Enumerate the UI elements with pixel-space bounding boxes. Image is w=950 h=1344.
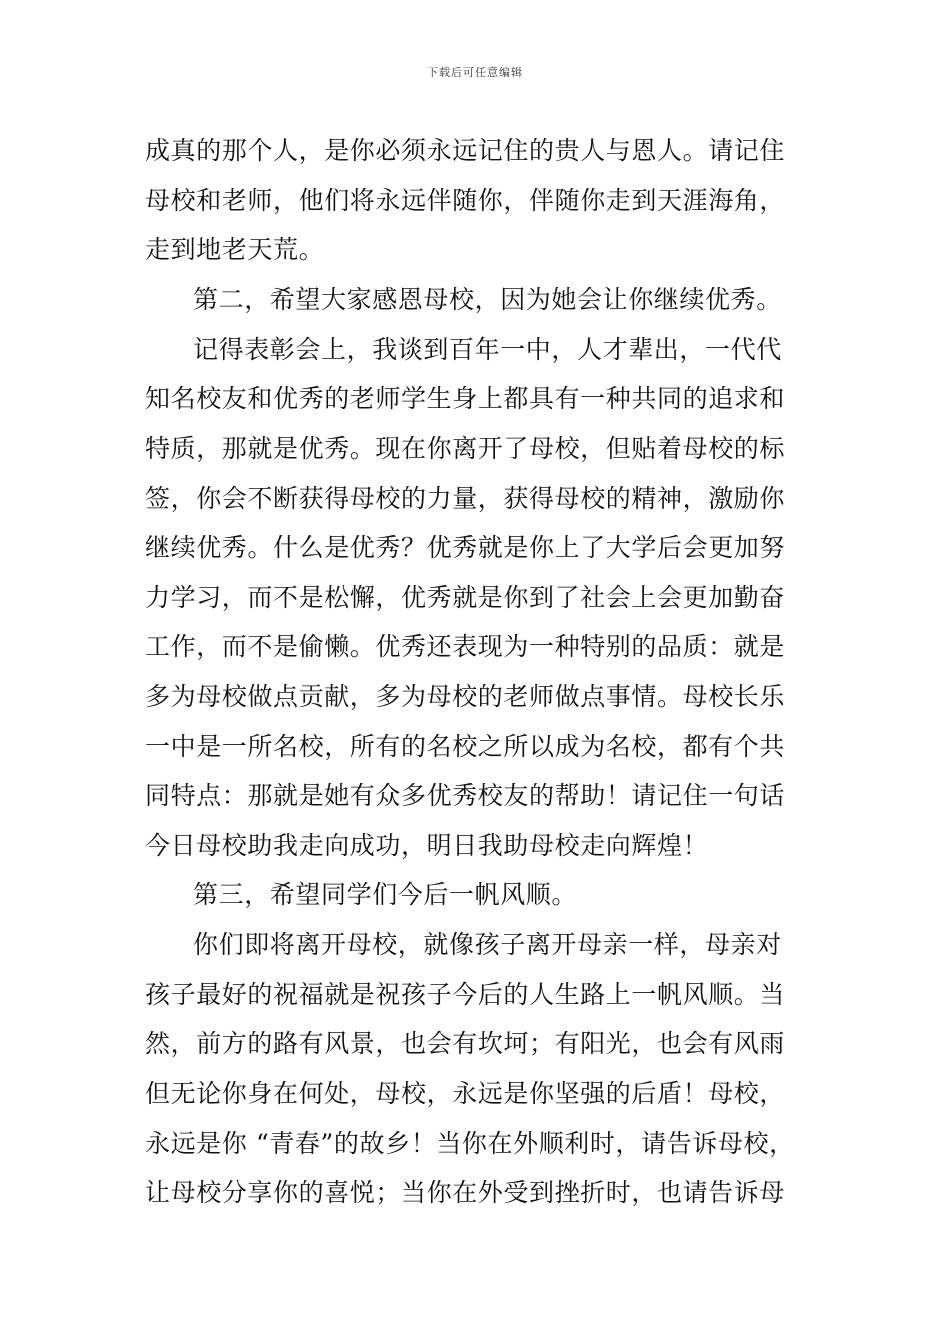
text-line: 孩子最好的祝福就是祝孩子今后的人生路上一帆风顺。当 xyxy=(145,980,786,1009)
text-line: 让母校分享你的喜悦；当你在外受到挫折时，也请告诉母 xyxy=(145,1178,786,1207)
text-line: 然，前方的路有风景，也会有坎坷；有阳光，也会有风雨 xyxy=(145,1029,786,1058)
text-line: 知名校友和优秀的老师学生身上都具有一种共同的追求和 xyxy=(145,384,786,413)
text-line: 走到地老天荒。 xyxy=(145,235,325,264)
text-line: 母校和老师，他们将永远伴随你，伴随你走到天涯海角， xyxy=(145,186,786,215)
text-line: 永远是你 “青春”的故乡！当你在外顺利时，请告诉母校， xyxy=(145,1129,795,1158)
text-line: 但无论你身在何处，母校，永远是你坚强的后盾！母校， xyxy=(145,1079,786,1108)
text-line: 特质，那就是优秀。现在你离开了母校，但贴着母校的标 xyxy=(145,434,786,463)
text-line: 记得表彰会上，我谈到百年一中，人才辈出，一代代 xyxy=(193,335,782,364)
text-line: 一中是一所名校，所有的名校之所以成为名校，都有个共 xyxy=(145,732,786,761)
text-line: 你们即将离开母校，就像孩子离开母亲一样，母亲对 xyxy=(193,930,782,959)
paragraph-heading: 第二，希望大家感恩母校，因为她会让你继续优秀。 xyxy=(193,285,782,314)
text-line: 继续优秀。什么是优秀？优秀就是你上了大学后会更加努 xyxy=(145,533,786,562)
page-header: 下载后可任意编辑 xyxy=(427,66,523,79)
text-line: 签，你会不断获得母校的力量，获得母校的精神，激励你 xyxy=(145,484,786,513)
text-line: 成真的那个人，是你必须永远记住的贵人与恩人。请记住 xyxy=(145,136,786,165)
text-line: 工作，而不是偷懒。优秀还表现为一种特别的品质：就是 xyxy=(145,632,786,661)
text-line: 同特点：那就是她有众多优秀校友的帮助！请记住一句话 xyxy=(145,781,786,810)
paragraph-heading: 第三，希望同学们今后一帆风顺。 xyxy=(193,880,578,909)
text-line: 今日母校助我走向成功，明日我助母校走向辉煌！ xyxy=(145,831,709,860)
text-line: 力学习，而不是松懈，优秀就是你到了社会上会更加勤奋 xyxy=(145,583,786,612)
text-line: 多为母校做点贡献，多为母校的老师做点事情。母校长乐 xyxy=(145,682,786,711)
